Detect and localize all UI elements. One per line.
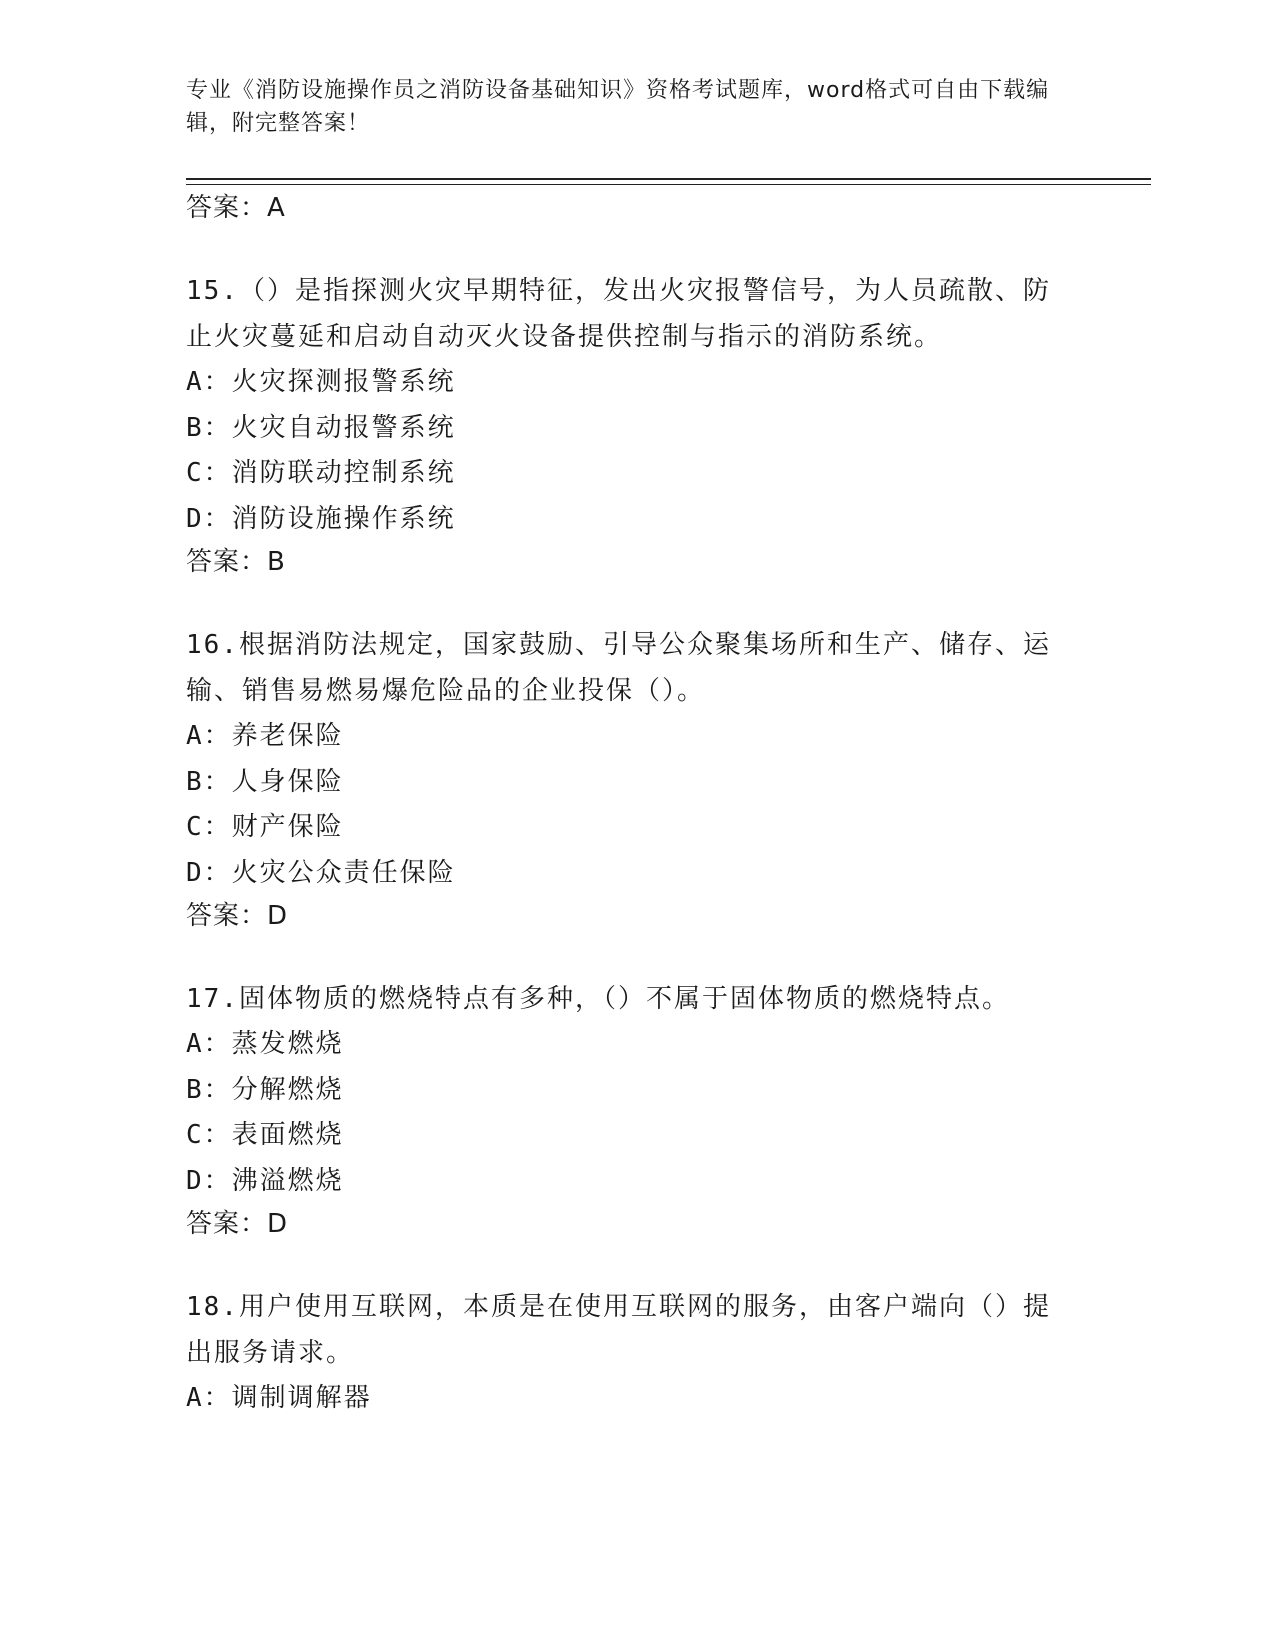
question-18 <box>186 1284 1086 1422</box>
answer-line: 答案：A <box>186 193 286 223</box>
question-16 <box>186 622 1086 932</box>
option-c: C：表面燃烧 <box>186 1120 344 1150</box>
question-stem: 16.根据消防法规定，国家鼓励、引导公众聚集场所和生产、储存、运输、销售易燃易爆危险品的企业投保（）。 <box>186 630 1051 706</box>
header-divider-thick <box>186 178 1151 180</box>
option-c: C：消防联动控制系统 <box>186 458 456 488</box>
question-17 <box>186 976 1086 1240</box>
question-list <box>186 192 1086 1422</box>
option-a: A：蒸发燃烧 <box>186 1029 344 1059</box>
option-d: D：消防设施操作系统 <box>186 503 456 534</box>
answer-line: 答案：D <box>186 1209 289 1239</box>
question-stem: 15.（）是指探测火灾早期特征，发出火灾报警信号，为人员疏散、防止火灾蔓延和启动自动灭火设备提供控制与指示的消防系统。 <box>186 276 1051 352</box>
option-a: A：火灾探测报警系统 <box>186 367 456 397</box>
page-header: 专业《消防设施操作员之消防设备基础知识》资格考试题库，word格式可自由下载编辑，附完整答案！ <box>186 78 1050 136</box>
question-stem: 18.用户使用互联网，本质是在使用互联网的服务，由客户端向（）提出服务请求。 <box>186 1292 1051 1368</box>
question-stem: 17.固体物质的燃烧特点有多种，（）不属于固体物质的燃烧特点。 <box>186 984 1010 1014</box>
option-c: C：财产保险 <box>186 812 344 842</box>
option-b: B：火灾自动报警系统 <box>186 412 456 443</box>
option-d: D：沸溢燃烧 <box>186 1165 344 1196</box>
question-15 <box>186 268 1086 578</box>
option-a: A：养老保险 <box>186 721 344 751</box>
header-divider-thin <box>186 184 1151 185</box>
option-b: B：人身保险 <box>186 766 344 797</box>
option-a: A：调制调解器 <box>186 1383 372 1413</box>
answer-line: 答案：D <box>186 901 289 931</box>
option-b: B：分解燃烧 <box>186 1074 344 1105</box>
option-d: D：火灾公众责任保险 <box>186 857 456 888</box>
answer-line: 答案：B <box>186 547 286 577</box>
